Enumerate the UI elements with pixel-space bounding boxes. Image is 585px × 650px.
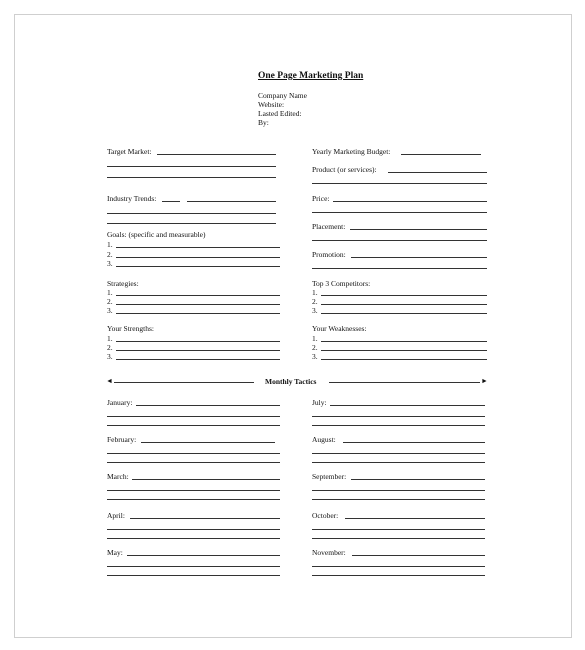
month-line[interactable]: [107, 425, 280, 426]
month-line[interactable]: [107, 490, 280, 491]
industry-trends-line[interactable]: [107, 213, 276, 214]
document-page: [14, 14, 572, 638]
industry-trends-line[interactable]: [162, 201, 180, 202]
price-line[interactable]: [312, 212, 487, 213]
industry-trends-line[interactable]: [187, 201, 276, 202]
strengths-line[interactable]: [116, 359, 280, 360]
tactics-divider-line: [329, 382, 480, 383]
product-line[interactable]: [388, 172, 487, 173]
promotion-label: Promotion:: [312, 250, 346, 259]
placement-line[interactable]: [312, 240, 487, 241]
month-label-october: October:: [312, 511, 339, 520]
tactics-heading: Monthly Tactics: [265, 377, 317, 386]
strengths-number: 3.: [107, 352, 113, 361]
month-line[interactable]: [136, 405, 280, 406]
month-label-september: September:: [312, 472, 347, 481]
month-line[interactable]: [130, 518, 280, 519]
arrow-right-icon: ►: [481, 377, 488, 385]
target-market-line[interactable]: [107, 166, 276, 167]
month-line[interactable]: [312, 575, 485, 576]
month-line[interactable]: [312, 462, 485, 463]
month-line[interactable]: [352, 555, 485, 556]
month-label-may: May:: [107, 548, 123, 557]
month-line[interactable]: [107, 499, 280, 500]
goals-line[interactable]: [116, 257, 280, 258]
promotion-line[interactable]: [351, 257, 487, 258]
promotion-line[interactable]: [312, 268, 487, 269]
strengths-number: 1.: [107, 334, 113, 343]
competitors-line[interactable]: [321, 295, 487, 296]
placement-line[interactable]: [350, 229, 487, 230]
month-line[interactable]: [107, 566, 280, 567]
strengths-line[interactable]: [116, 350, 280, 351]
competitors-line[interactable]: [321, 313, 487, 314]
month-line[interactable]: [312, 566, 485, 567]
strategies-label: Strategies:: [107, 279, 139, 288]
month-line[interactable]: [107, 453, 280, 454]
target-market-line[interactable]: [107, 177, 276, 178]
document-title: One Page Marketing Plan: [258, 71, 364, 81]
weaknesses-line[interactable]: [321, 359, 487, 360]
strategies-line[interactable]: [116, 304, 280, 305]
month-line[interactable]: [312, 538, 485, 539]
price-label: Price:: [312, 194, 330, 203]
product-line[interactable]: [312, 183, 487, 184]
month-line[interactable]: [127, 555, 280, 556]
competitors-line[interactable]: [321, 304, 487, 305]
month-label-january: January:: [107, 398, 133, 407]
industry-trends-label: Industry Trends:: [107, 194, 157, 203]
weaknesses-number: 3.: [312, 352, 318, 361]
competitors-number: 2.: [312, 297, 318, 306]
month-line[interactable]: [107, 575, 280, 576]
strengths-line[interactable]: [116, 341, 280, 342]
competitors-number: 3.: [312, 306, 318, 315]
meta-last-edited: Lasted Edited:: [258, 109, 302, 118]
month-line[interactable]: [107, 416, 280, 417]
weaknesses-label: Your Weaknesses:: [312, 324, 367, 333]
month-line[interactable]: [312, 453, 485, 454]
month-line[interactable]: [330, 405, 485, 406]
target-market-label: Target Market:: [107, 147, 152, 156]
yearly-budget-line[interactable]: [401, 154, 481, 155]
weaknesses-number: 1.: [312, 334, 318, 343]
month-line[interactable]: [107, 529, 280, 530]
month-label-april: April:: [107, 511, 125, 520]
month-line[interactable]: [107, 538, 280, 539]
month-label-february: February:: [107, 435, 137, 444]
meta-website: Website:: [258, 100, 285, 109]
weaknesses-number: 2.: [312, 343, 318, 352]
price-line[interactable]: [333, 201, 487, 202]
tactics-divider-line: [114, 382, 254, 383]
strategies-number: 1.: [107, 288, 113, 297]
goals-number: 1.: [107, 240, 113, 249]
month-label-august: August:: [312, 435, 336, 444]
month-line[interactable]: [132, 479, 280, 480]
month-line[interactable]: [312, 499, 485, 500]
month-label-july: July:: [312, 398, 327, 407]
month-line[interactable]: [312, 416, 485, 417]
competitors-label: Top 3 Competitors:: [312, 279, 371, 288]
product-label: Product (or services):: [312, 165, 377, 174]
weaknesses-line[interactable]: [321, 341, 487, 342]
strategies-line[interactable]: [116, 313, 280, 314]
target-market-line[interactable]: [157, 154, 276, 155]
yearly-budget-label: Yearly Marketing Budget:: [312, 147, 391, 156]
weaknesses-line[interactable]: [321, 350, 487, 351]
goals-line[interactable]: [116, 247, 280, 248]
strategies-number: 3.: [107, 306, 113, 315]
month-line[interactable]: [141, 442, 275, 443]
strategies-number: 2.: [107, 297, 113, 306]
meta-company-name: Company Name: [258, 91, 307, 100]
competitors-number: 1.: [312, 288, 318, 297]
month-line[interactable]: [312, 425, 485, 426]
goals-number: 2.: [107, 250, 113, 259]
month-line[interactable]: [351, 479, 485, 480]
meta-by: By:: [258, 118, 269, 127]
goals-label: Goals: (specific and measurable): [107, 230, 206, 239]
goals-number: 3.: [107, 259, 113, 268]
month-line[interactable]: [312, 529, 485, 530]
arrow-left-icon: ◄: [106, 377, 113, 385]
strengths-number: 2.: [107, 343, 113, 352]
month-line[interactable]: [312, 490, 485, 491]
industry-trends-line[interactable]: [107, 223, 276, 224]
strategies-line[interactable]: [116, 295, 280, 296]
month-label-march: March:: [107, 472, 129, 481]
strengths-label: Your Strengths:: [107, 324, 154, 333]
placement-label: Placement:: [312, 222, 346, 231]
goals-line[interactable]: [116, 266, 280, 267]
month-label-november: November:: [312, 548, 346, 557]
month-line[interactable]: [345, 518, 485, 519]
month-line[interactable]: [107, 462, 280, 463]
month-line[interactable]: [343, 442, 485, 443]
